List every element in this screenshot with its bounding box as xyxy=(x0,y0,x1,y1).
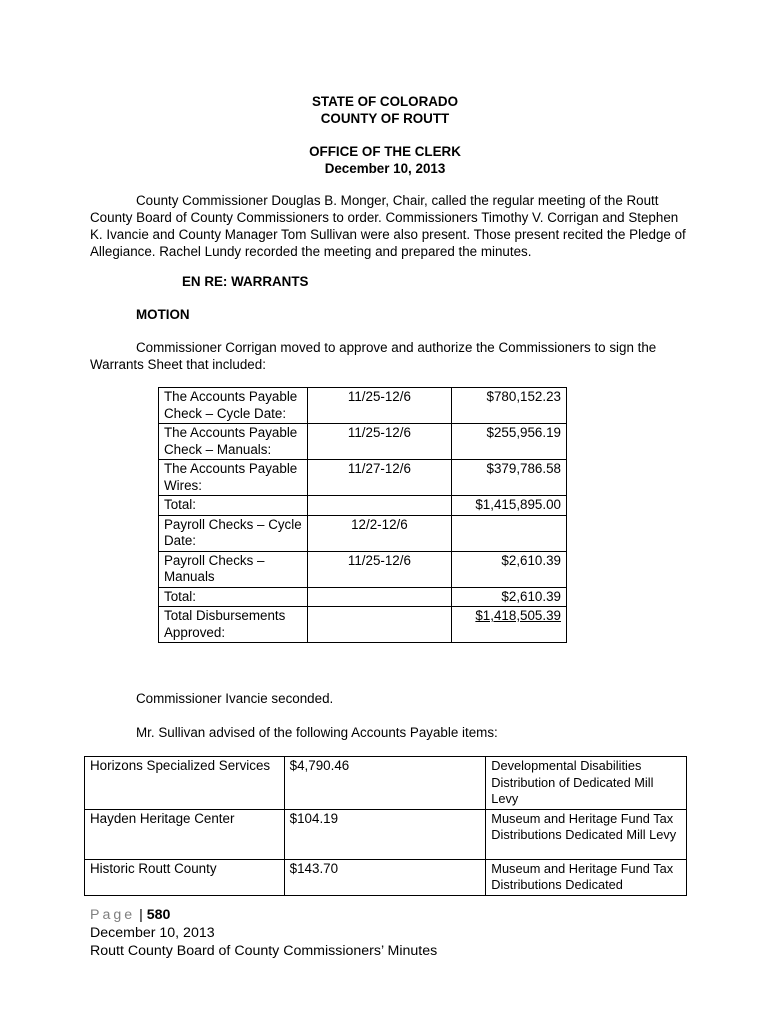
header-date: December 10, 2013 xyxy=(324,161,446,176)
ap-amount: $104.19 xyxy=(284,809,486,859)
warrant-label: Payroll Checks – Cycle Date: xyxy=(159,515,308,551)
table-row xyxy=(85,859,687,895)
warrant-amount: $255,956.19 xyxy=(452,424,567,460)
ap-name: Horizons Specialized Services xyxy=(85,757,285,810)
table-row xyxy=(159,496,567,516)
ap-description: Museum and Heritage Fund Tax Distributions Dedicated xyxy=(486,859,687,895)
header-county: COUNTY OF ROUTT xyxy=(320,111,450,126)
warrant-dates: 11/25-12/6 xyxy=(307,424,451,460)
table-row xyxy=(159,460,567,496)
warrant-label: The Accounts Payable Check – Manuals: xyxy=(159,424,308,460)
warrant-label: Total: xyxy=(159,496,308,516)
warrant-dates: 11/27-12/6 xyxy=(307,460,451,496)
table-row xyxy=(85,757,687,810)
warrant-amount: $780,152.23 xyxy=(452,388,567,424)
warrant-amount: $1,415,895.00 xyxy=(452,496,567,516)
header-state: STATE OF COLORADO xyxy=(311,94,459,109)
ap-name: Hayden Heritage Center xyxy=(85,809,285,859)
warrant-dates: 11/25-12/6 xyxy=(307,388,451,424)
en-re-heading: EN RE: WARRANTS xyxy=(182,274,309,289)
motion-paragraph: Commissioner Corrigan moved to approve and authorize the Commissioners to sign the Warrants Sheet that included: xyxy=(90,340,657,372)
warrant-amount: $379,786.58 xyxy=(452,460,567,496)
warrant-label: The Accounts Payable Wires: xyxy=(159,460,308,496)
motion-heading: MOTION xyxy=(136,307,190,322)
page-separator: | xyxy=(139,907,143,923)
accounts-payable-table xyxy=(84,756,687,896)
ap-amount: $143.70 xyxy=(284,859,486,895)
seconded-line: Commissioner Ivancie seconded. xyxy=(136,691,334,706)
warrant-dates: 11/25-12/6 xyxy=(307,551,451,587)
warrant-amount xyxy=(452,515,567,551)
advised-line: Mr. Sullivan advised of the following Accounts Payable items: xyxy=(136,725,498,740)
warrant-label: Total: xyxy=(159,587,308,607)
warrants-table xyxy=(158,387,567,643)
intro-paragraph: County Commissioner Douglas B. Monger, Chair, called the regular meeting of the Routt County Board of County Commissioners to order. Commissioners Timothy V. Corrigan and Stephen K. Ivancie and County Manager Tom Sullivan were also present. Those present recited the Pledge of Allegiance. Rachel Lundy recorded the meeting and prepared the minutes. xyxy=(90,193,686,259)
warrant-label: The Accounts Payable Check – Cycle Date: xyxy=(159,388,308,424)
warrant-amount: $1,418,505.39 xyxy=(475,608,561,623)
warrant-dates: 12/2-12/6 xyxy=(307,515,451,551)
header-office: OFFICE OF THE CLERK xyxy=(309,144,461,159)
footer-date: December 10, 2013 xyxy=(90,925,215,941)
ap-amount: $4,790.46 xyxy=(284,757,486,810)
ap-description: Developmental Disabilities Distribution of Dedicated Mill Levy xyxy=(486,757,687,810)
table-row xyxy=(159,551,567,587)
table-row xyxy=(159,515,567,551)
warrant-dates xyxy=(307,496,451,516)
table-row xyxy=(159,587,567,607)
warrant-dates xyxy=(307,587,451,607)
table-row xyxy=(159,424,567,460)
warrant-label: Total Disbursements Approved: xyxy=(159,607,308,643)
warrant-label: Payroll Checks – Manuals xyxy=(159,551,308,587)
page-label: Page xyxy=(90,907,136,923)
footer-title: Routt County Board of County Commissioners’ Minutes xyxy=(90,943,438,959)
table-row xyxy=(159,607,567,643)
warrant-dates xyxy=(307,607,451,643)
warrant-amount: $2,610.39 xyxy=(452,551,567,587)
warrant-amount-cell xyxy=(452,607,567,643)
page-footer-number xyxy=(90,906,170,924)
ap-description: Museum and Heritage Fund Tax Distributions Dedicated Mill Levy xyxy=(486,809,687,859)
table-row xyxy=(85,809,687,859)
warrant-amount: $2,610.39 xyxy=(452,587,567,607)
ap-name: Historic Routt County xyxy=(85,859,285,895)
table-row xyxy=(159,388,567,424)
page-number: 580 xyxy=(146,907,171,923)
